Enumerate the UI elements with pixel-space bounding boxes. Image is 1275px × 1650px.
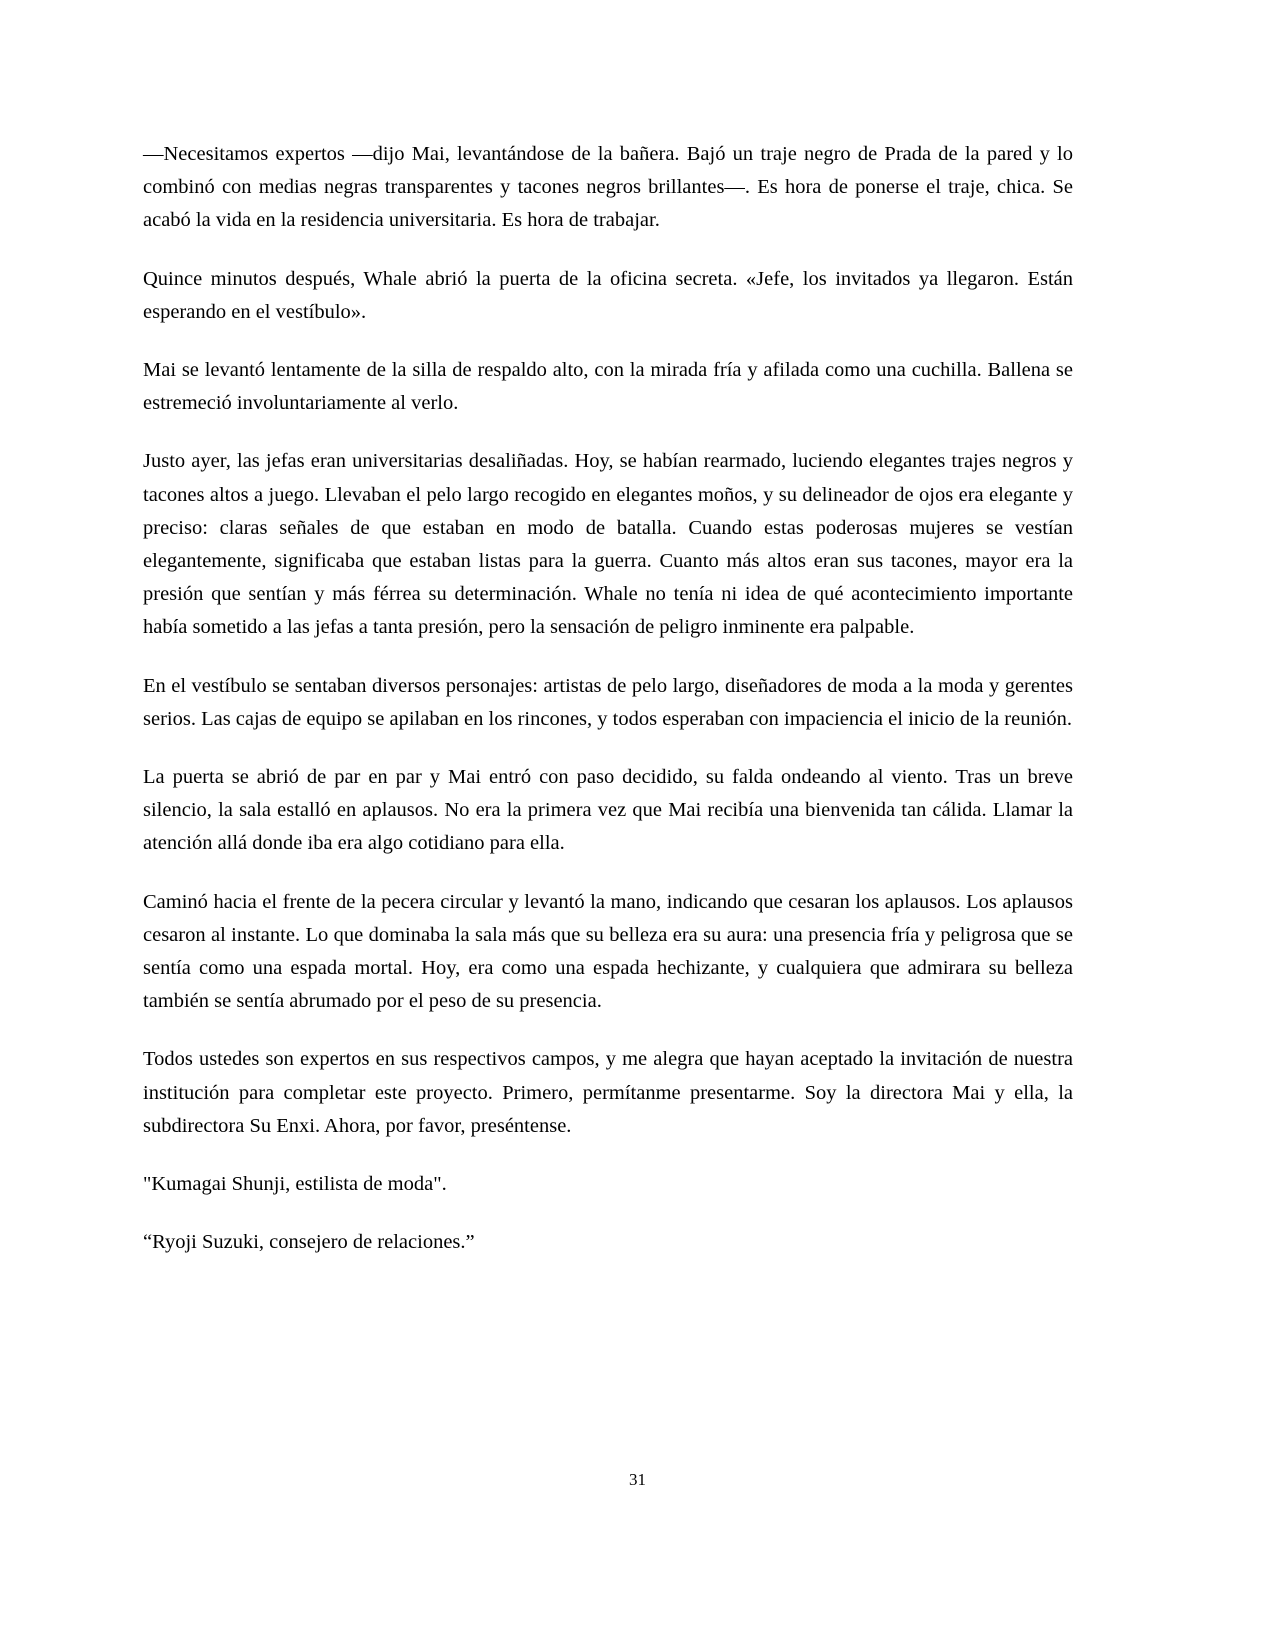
paragraph: Caminó hacia el frente de la pecera circular y levantó la mano, indicando que cesaran los aplausos. Los aplausos cesaron al instante. Lo que dominaba la sala más que su belleza era su aura: una presencia fría y peligrosa que se sentía como una espada mortal. Hoy, era como una espada hechizante, y cualquiera que admirara su belleza también se sentía abrumado por el peso de su presencia. <box>143 890 1073 1013</box>
paragraph: Justo ayer, las jefas eran universitarias desaliñadas. Hoy, se habían rearmado, luciendo elegantes trajes negros y tacones altos a juego. Llevaban el pelo largo recogido en elegantes moños, y su delineador de ojos era elegante y preciso: claras señales de que estaban en modo de batalla. Cuando estas poderosas mujeres se vestían elegantemente, significaba que estaban listas para la guerra. Cuanto más altos eran sus tacones, mayor era la presión que sentían y más férrea su determinación. Whale no tenía ni idea de qué acontecimiento importante había sometido a las jefas a tanta presión, pero la sensación de peligro inminente era palpable. <box>143 450 1073 639</box>
paragraph: La puerta se abrió de par en par y Mai entró con paso decidido, su falda ondeando al viento. Tras un breve silencio, la sala estalló en aplausos. No era la primera vez que Mai recibía una bienvenida tan cálida. Llamar la atención allá donde iba era algo cotidiano para ella. <box>143 766 1073 855</box>
paragraph: "Kumagai Shunji, estilista de moda". <box>143 1173 447 1196</box>
paragraph: “Ryoji Suzuki, consejero de relaciones.” <box>143 1231 475 1254</box>
paragraph: Quince minutos después, Whale abrió la puerta de la oficina secreta. «Jefe, los invitados ya llegaron. Están esperando en el vestíbulo». <box>143 267 1073 323</box>
paragraph: En el vestíbulo se sentaban diversos personajes: artistas de pelo largo, diseñadores de moda a la moda y gerentes serios. Las cajas de equipo se apilaban en los rincones, y todos esperaban con impaciencia el inicio de la reunión. <box>143 674 1073 730</box>
paragraph: —Necesitamos expertos —dijo Mai, levantándose de la bañera. Bajó un traje negro de Prada de la pared y lo combinó con medias negras transparentes y tacones negros brillantes—. Es hora de ponerse el traje, chica. Se acabó la vida en la residencia universitaria. Es hora de trabajar. <box>143 143 1073 232</box>
page-body <box>143 138 1073 1259</box>
paragraph: Mai se levantó lentamente de la silla de respaldo alto, con la mirada fría y afilada como una cuchilla. Ballena se estremeció involuntariamente al verlo. <box>143 359 1073 415</box>
page-number: 31 <box>629 1470 646 1489</box>
paragraph: Todos ustedes son expertos en sus respectivos campos, y me alegra que hayan aceptado la invitación de nuestra institución para completar este proyecto. Primero, permítanme presentarme. Soy la directora Mai y ella, la subdirectora Su Enxi. Ahora, por favor, preséntense. <box>143 1048 1073 1137</box>
